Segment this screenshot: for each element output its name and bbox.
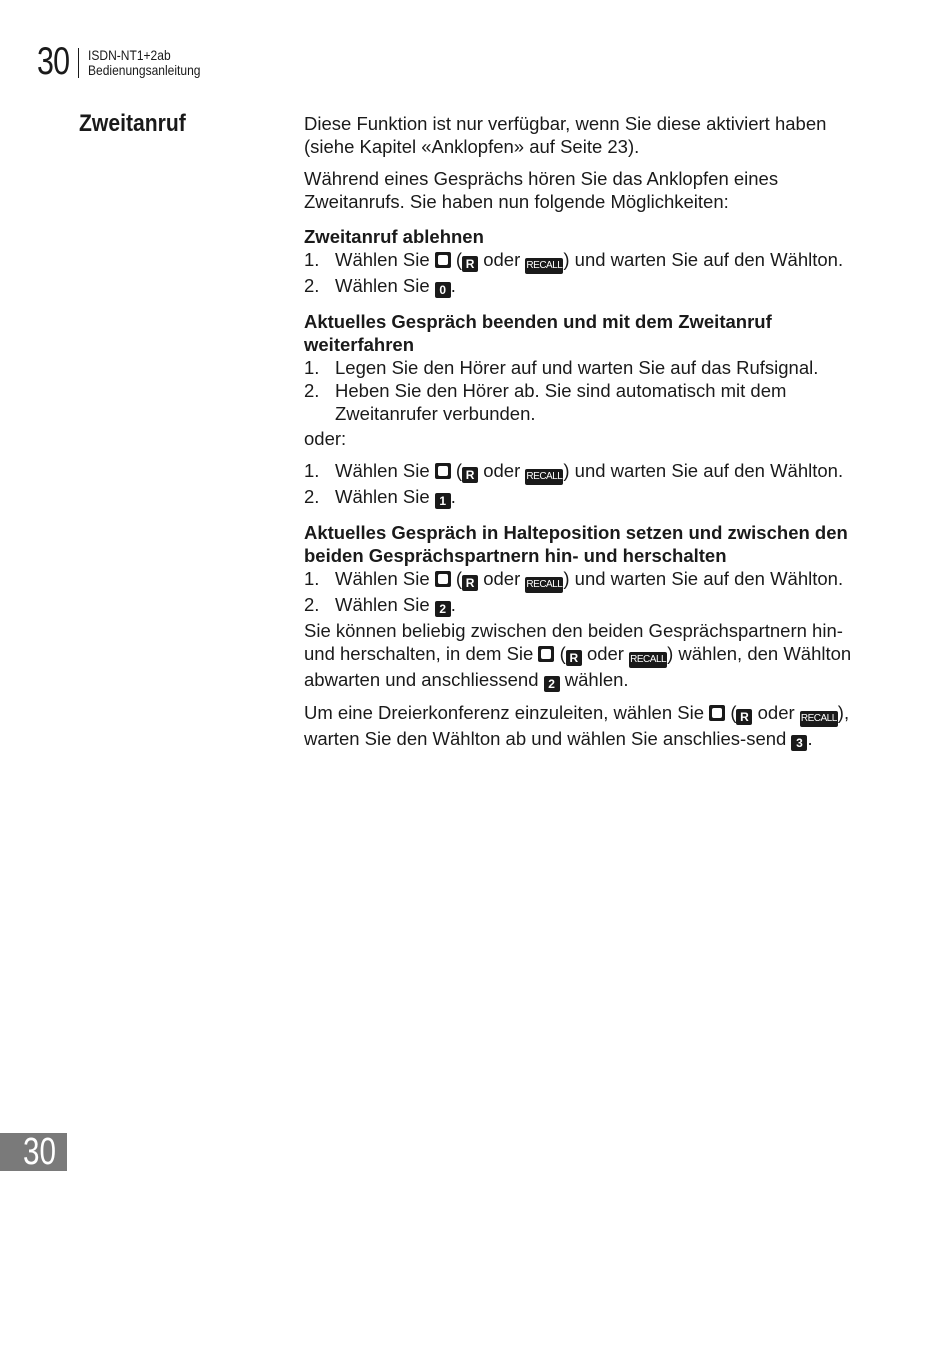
r-key-icon: R bbox=[462, 575, 478, 591]
key-0-icon: 0 bbox=[435, 282, 451, 298]
steps-reject-call bbox=[304, 248, 856, 298]
r-key-icon: R bbox=[736, 709, 752, 725]
recall-key-icon: RECALL bbox=[525, 577, 563, 593]
step-number: 2. bbox=[304, 275, 320, 296]
step-number: 2. bbox=[304, 594, 320, 615]
steps-hold-and-toggle bbox=[304, 567, 856, 617]
flash-key-icon bbox=[435, 463, 451, 479]
toggle-paragraph: Sie können beliebig zwischen den beiden Gesprächspartnern hin- und herschalten, in dem Sie ( R oder RECALL) wählen, den Wählton abwarten und anschliessend 2 wählen. bbox=[304, 620, 852, 691]
section-title: Zweitanruf bbox=[79, 110, 186, 137]
list-item: 1. Wählen Sie ( R oder RECALL) und warten Sie auf den Wählton. bbox=[304, 459, 856, 485]
intro-paragraph-1: Diese Funktion ist nur verfügbar, wenn Sie diese aktiviert haben (siehe Kapitel «Anklopfen» auf Seite 23). bbox=[304, 113, 827, 157]
r-key-icon: R bbox=[566, 650, 582, 666]
subheading-reject-call: Zweitanruf ablehnen bbox=[304, 226, 484, 247]
recall-key-icon: RECALL bbox=[800, 711, 838, 727]
recall-key-icon: RECALL bbox=[629, 652, 667, 668]
key-1-icon: 1 bbox=[435, 493, 451, 509]
list-item: 2. Wählen Sie 1 . bbox=[304, 486, 456, 508]
list-item: 2. Wählen Sie 2 . bbox=[304, 594, 456, 616]
r-key-icon: R bbox=[462, 256, 478, 272]
step-number: 1. bbox=[304, 568, 320, 589]
conference-paragraph: Um eine Dreierkonferenz einzuleiten, wählen Sie ( R oder RECALL), warten Sie den Wählton ab und wählen Sie anschlies-send 3 . bbox=[304, 702, 850, 750]
step-number: 1. bbox=[304, 249, 320, 270]
list-item: 1. Legen Sie den Hörer auf und warten Sie auf das Rufsignal. bbox=[304, 357, 819, 378]
header-product: ISDN-NT1+2ab bbox=[88, 47, 171, 63]
subheading-hold-and-toggle: Aktuelles Gespräch in Halteposition setzen und zwischen den beiden Gesprächspartnern hin- und herschalten bbox=[304, 522, 848, 566]
header-page-number: 30 bbox=[37, 40, 70, 83]
flash-key-icon bbox=[709, 705, 725, 721]
key-2-icon: 2 bbox=[435, 601, 451, 617]
oder-line: oder: bbox=[304, 428, 347, 449]
recall-key-icon: RECALL bbox=[525, 469, 563, 485]
steps-end-and-continue bbox=[304, 356, 856, 425]
step-number: 1. bbox=[304, 460, 320, 481]
step-number: 2. bbox=[304, 380, 320, 401]
header-title-block bbox=[88, 48, 200, 78]
intro-paragraph-2: Während eines Gesprächs hören Sie das Anklopfen eines Zweitanrufs. Sie haben nun folgende Möglichkeiten: bbox=[304, 168, 779, 212]
list-item: 2. Wählen Sie 0 . bbox=[304, 275, 456, 297]
flash-key-icon bbox=[538, 646, 554, 662]
step-number: 2. bbox=[304, 486, 320, 507]
list-item: 2. Heben Sie den Hörer ab. Sie sind automatisch mit dem Zweitanrufer verbunden. bbox=[304, 380, 787, 424]
step-number: 1. bbox=[304, 357, 320, 378]
list-item: 1. Wählen Sie ( R oder RECALL) und warten Sie auf den Wählton. bbox=[304, 567, 856, 593]
key-3-icon: 3 bbox=[791, 735, 807, 751]
list-item: 1. Wählen Sie ( R oder RECALL) und warten Sie auf den Wählton. bbox=[304, 248, 856, 274]
footer-page-number: 30 bbox=[23, 1131, 56, 1173]
subheading-end-and-continue: Aktuelles Gespräch beenden und mit dem Zweitanruf weiterfahren bbox=[304, 311, 772, 355]
recall-key-icon: RECALL bbox=[525, 258, 563, 274]
key-2-icon: 2 bbox=[544, 676, 560, 692]
main-content bbox=[304, 112, 856, 760]
header-doc-type: Bedienungsanleitung bbox=[88, 62, 201, 78]
flash-key-icon bbox=[435, 571, 451, 587]
header-divider bbox=[78, 48, 79, 78]
steps-alternative bbox=[304, 459, 856, 509]
r-key-icon: R bbox=[462, 467, 478, 483]
flash-key-icon bbox=[435, 252, 451, 268]
